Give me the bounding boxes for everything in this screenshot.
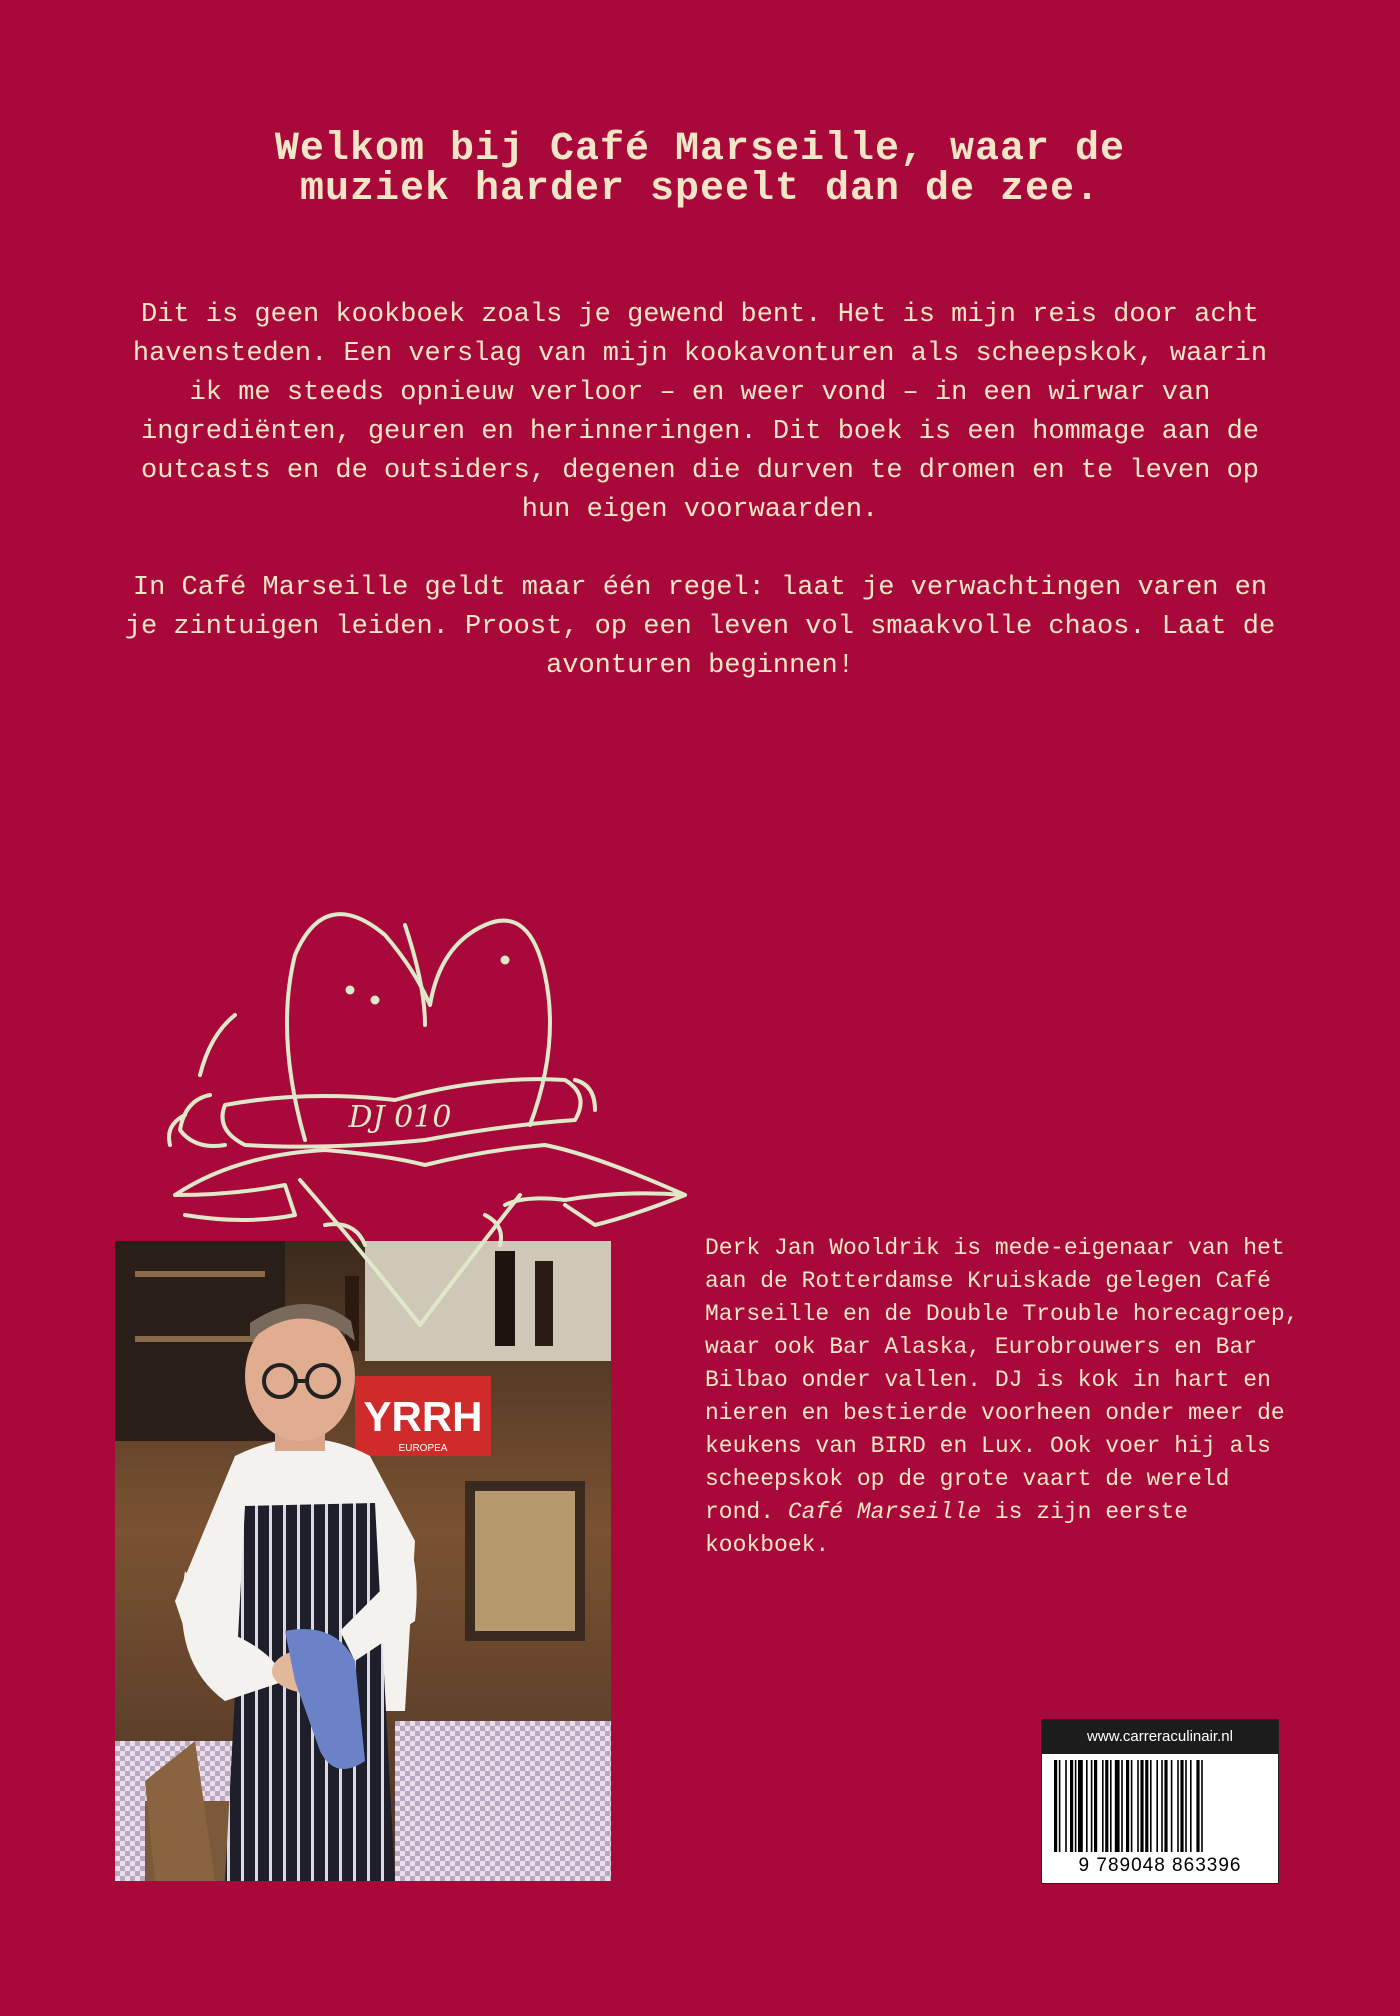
barcode-bar bbox=[1201, 1760, 1203, 1852]
wall-sign-text: YRRH bbox=[363, 1393, 483, 1440]
isbn-barcode bbox=[1041, 1719, 1279, 1884]
barcode-bar bbox=[1078, 1760, 1083, 1852]
barcode-bar bbox=[1156, 1760, 1158, 1852]
barcode-bar bbox=[1190, 1760, 1192, 1852]
barcode-bar bbox=[1161, 1760, 1163, 1852]
barcode-bar bbox=[1126, 1760, 1129, 1852]
barcode-bar bbox=[1065, 1760, 1067, 1852]
barcode-bar bbox=[1105, 1760, 1108, 1852]
barcode-bar bbox=[1196, 1760, 1199, 1852]
barcode-bar bbox=[1164, 1760, 1167, 1852]
barcode-bar bbox=[1171, 1760, 1173, 1852]
intro-text bbox=[120, 296, 1280, 725]
barcode-bar bbox=[1094, 1760, 1097, 1852]
wall-sign-subtext: EUROPEA bbox=[398, 1443, 448, 1454]
isbn-number: 9 789048 863396 bbox=[1078, 1855, 1242, 1876]
barcode-bar bbox=[1059, 1760, 1061, 1852]
bio-text-before: Derk Jan Wooldrik is mede-eigenaar van het aan de Rotterdamse Kruiskade gelegen Café Marseille en de Double Trouble horecagroep, waar ook Bar Alaska, Eurobrouwers en Bar Bilbao onder vallen. DJ is kok in hart en nieren en bestierde voorheen onder meer de keukens van BIRD en Lux. Ook voer hij als scheepskok op de grote vaart de wereld rond. bbox=[705, 1235, 1299, 1525]
barcode-bar bbox=[1131, 1760, 1133, 1852]
barcode-bar bbox=[1185, 1760, 1187, 1852]
bio-text-after: is zijn eerste kookboek. bbox=[705, 1499, 1189, 1558]
banner-text: DJ 010 bbox=[348, 1100, 452, 1135]
barcode-bar bbox=[1140, 1760, 1143, 1852]
barcode-bar bbox=[1145, 1760, 1148, 1852]
barcode-bar bbox=[1070, 1760, 1073, 1852]
author-photo bbox=[115, 1241, 611, 1881]
intro-paragraph-1: Dit is geen kookboek zoals je gewend bent. Het is mijn reis door acht havensteden. Een verslag van mijn kookavonturen als scheepskok, waarin ik me steeds opnieuw verloor – en weer vond – in een wirwar van ingrediënten, geuren en herinneringen. Dit boek is een hommage aan de outcasts en de outsiders, degenen die durven te dromen en te leven op hun eigen voorwaarden. bbox=[132, 300, 1268, 525]
barcode-bar bbox=[1137, 1760, 1139, 1852]
barcode-bar bbox=[1180, 1760, 1183, 1852]
barcode-bar bbox=[1121, 1760, 1123, 1852]
barcode-bar bbox=[1091, 1760, 1093, 1852]
barcode-bar bbox=[1115, 1760, 1120, 1852]
barcode-bar bbox=[1054, 1760, 1057, 1852]
barcode-bar bbox=[1102, 1760, 1104, 1852]
barcode-bars bbox=[1042, 1754, 1278, 1854]
heading-line-1: Welkom bij Café Marseille, waar de bbox=[274, 127, 1126, 172]
author-photo-illustration bbox=[115, 1241, 611, 1881]
barcode-bar bbox=[1086, 1760, 1088, 1852]
barcode-bar bbox=[1150, 1760, 1152, 1852]
back-cover-heading bbox=[120, 127, 1280, 212]
banner-outline bbox=[223, 1079, 581, 1147]
author-bio bbox=[705, 1232, 1305, 1562]
heading-line-2: muziek harder speelt dan de zee. bbox=[299, 167, 1101, 212]
publisher-url: www.carreraculinair.nl bbox=[1042, 1720, 1278, 1754]
intro-paragraph-2: In Café Marseille geldt maar één regel: laat je verwachtingen varen en je zintuigen leiden. Proost, op een leven vol smaakvolle chaos. Laat de avonturen beginnen! bbox=[124, 573, 1276, 681]
barcode-bar bbox=[1110, 1760, 1112, 1852]
barcode-bar bbox=[1075, 1760, 1077, 1852]
heart-outline bbox=[287, 914, 550, 1140]
barcode-bar bbox=[1177, 1760, 1179, 1852]
bio-book-title: Café Marseille bbox=[787, 1499, 982, 1525]
